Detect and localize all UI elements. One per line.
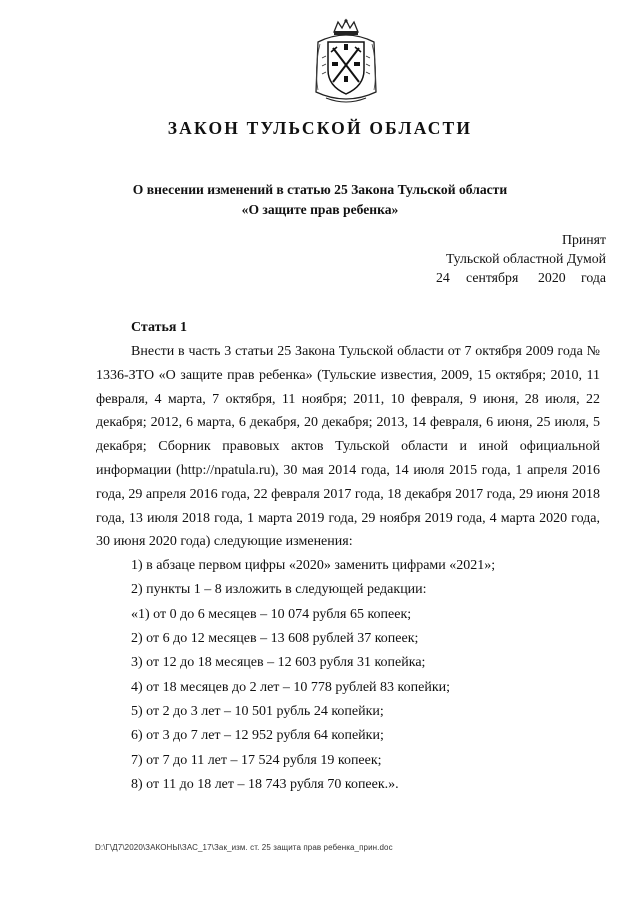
list-item: «1) от 0 до 6 месяцев – 10 074 рубля 65 копеек; <box>131 606 412 622</box>
adoption-year-word: года <box>581 270 606 285</box>
file-path-footer: D:\Г\Д7\2020\ЗАКОНЫ\ЗАС_17\Зак_изм. ст. 25 защита прав ребенка_прин.doc <box>95 843 393 852</box>
article-intro: Внести в часть 3 статьи 25 Закона Тульской области от 7 октября 2009 года № 1336-ЗТО «О защите прав ребенка» (Тульские известия, 2009, 15 октября; 2010, 11 февраля, 4 марта, 7 октября, 11 ноября; 2011, 10 февраля, 9 июня, 28 июля, 22 декабря; 2012, 6 марта, 6 декабря, 20 декабря; 2013, 14 февраля, 6 июня, 25 июля, 5 декабря; Сборник правовых актов Тульской области и иной официальной информации (http://npatula.ru), 30 мая 2014 года, 14 июля 2015 года, 1 апреля 2016 года, 29 апреля 2016 года, 22 февраля 2017 года, 18 декабря 2017 года, 29 июня 2018 года, 13 июля 2018 года, 1 марта 2019 года, 29 ноября 2019 года, 4 марта 2020 года, 30 июня 2020 года) следующие изменения: <box>96 344 600 550</box>
list-item: 3) от 12 до 18 месяцев – 12 603 рубля 31 копейка; <box>131 655 426 671</box>
adoption-year: 2020 <box>538 270 566 285</box>
list-item: 5) от 2 до 3 лет – 10 501 рубль 24 копейки; <box>131 703 384 719</box>
tula-coat-of-arms-icon <box>310 18 382 106</box>
list-item: 4) от 18 месяцев до 2 лет – 10 778 рублей 83 копейки; <box>131 679 450 695</box>
list-item: 6) от 3 до 7 лет – 12 952 рубля 64 копейки; <box>131 728 384 744</box>
adoption-day: 24 <box>436 270 450 285</box>
adoption-block <box>436 230 606 287</box>
adopted-label: Принят <box>561 232 606 247</box>
law-subject-line-2: «О защите прав ребенка» <box>241 202 399 217</box>
law-subject <box>0 180 640 220</box>
list-item: 2) от 6 до 12 месяцев – 13 608 рублей 37 копеек; <box>131 631 419 647</box>
law-subject-line-1: О внесении изменений в статью 25 Закона Тульской области <box>132 182 508 197</box>
amendment-list <box>96 554 600 797</box>
list-item: 1) в абзаце первом цифры «2020» заменить цифрами «2021»; <box>131 558 496 574</box>
adopted-by: Тульской областной Думой <box>445 251 606 266</box>
law-title: ЗАКОН ТУЛЬСКОЙ ОБЛАСТИ <box>167 118 473 138</box>
list-item: 8) от 11 до 18 лет – 18 743 рубля 70 копеек.». <box>131 776 399 792</box>
article-body <box>96 340 600 797</box>
adoption-month: сентября <box>466 270 519 285</box>
list-item: 2) пункты 1 – 8 изложить в следующей редакции: <box>131 582 427 598</box>
list-item: 7) от 7 до 11 лет – 17 524 рубля 19 копеек; <box>131 752 382 768</box>
adoption-date <box>436 268 606 287</box>
article-title: Статья 1 <box>131 320 187 335</box>
